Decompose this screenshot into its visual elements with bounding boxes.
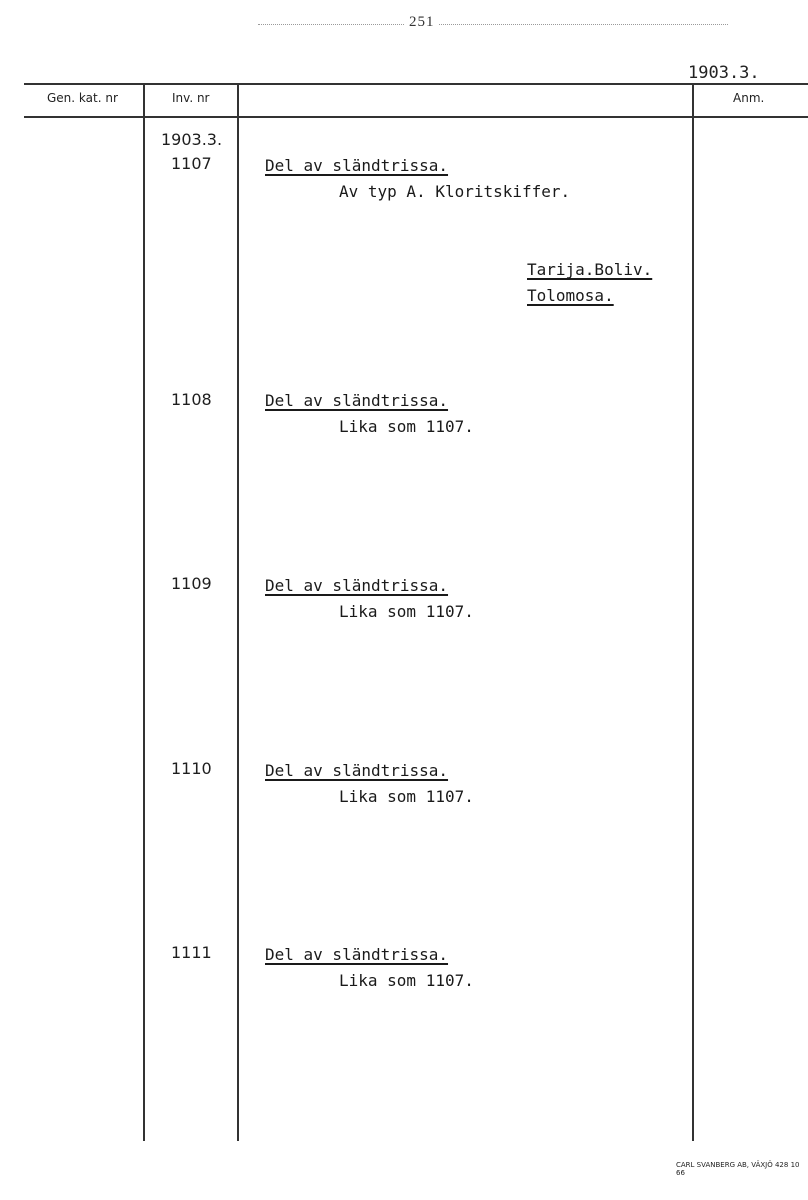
column-divider-2 (237, 83, 239, 1141)
entry-title: Del av sländtrissa. (265, 761, 449, 780)
entry-title: Del av sländtrissa. (265, 945, 449, 964)
inv-nr: 1107 (171, 154, 212, 173)
table-top-rule (24, 83, 808, 85)
entry-description: Lika som 1107. (339, 417, 474, 436)
col-header-anm: Anm. (733, 91, 765, 105)
entry-title: Del av sländtrissa. (265, 576, 449, 595)
col-header-inv-nr: Inv. nr (172, 91, 210, 105)
entry-title: Del av sländtrissa. (265, 156, 449, 175)
page-number-rule (258, 24, 728, 25)
entry-description: Av typ A. Kloritskiffer. (339, 182, 571, 201)
entry-title: Del av sländtrissa. (265, 391, 449, 410)
header-bottom-rule (24, 116, 808, 118)
inv-nr: 1108 (171, 390, 212, 409)
entry-description: Lika som 1107. (339, 787, 474, 806)
inv-nr: 1110 (171, 759, 212, 778)
entry-place: Tolomosa. (527, 286, 614, 305)
printer-note: CARL SVANBERG AB, VÄXJÖ 428 10 66 (676, 1161, 800, 1177)
inv-nr: 1109 (171, 574, 212, 593)
entry-description: Lika som 1107. (339, 602, 474, 621)
entry-description: Lika som 1107. (339, 971, 474, 990)
column-divider-1 (143, 83, 145, 1141)
col-header-gen-kat-nr: Gen. kat. nr (47, 91, 118, 105)
column-divider-3 (692, 83, 694, 1141)
inv-nr: 1111 (171, 943, 212, 962)
page-year: 1903.3. (688, 63, 760, 83)
batch-label: 1903.3. (161, 130, 223, 149)
page-number: 251 (405, 14, 439, 31)
entry-place: Tarija.Boliv. (527, 260, 653, 279)
